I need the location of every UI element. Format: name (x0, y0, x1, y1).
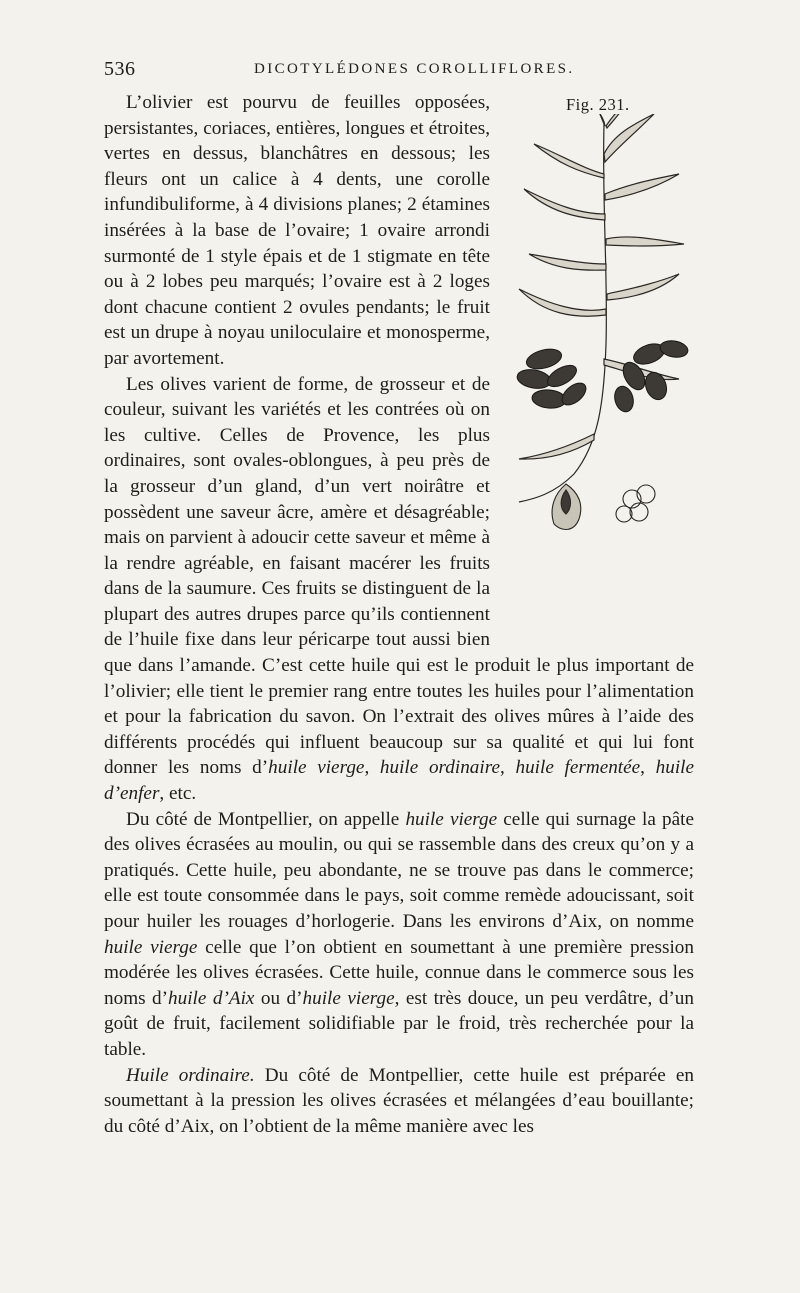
olive-branch-illustration (504, 114, 694, 534)
running-title: DICOTYLÉDONES COROLLIFLORES. (254, 61, 575, 77)
paragraph-3: Du côté de Montpellier, on appelle huile vierge celle qui surnage la pâte des olives écrasées au moulin, ou qui se rassemble dans des creux qu’on y a pratiqués. Cette huile, peu abondante, ne se trouve pas dans le commerce; elle est toute consommée dans le pays, soit comme remède adoucissant, soit pour huiler les rouages d’horlogerie. Dans les environs d’Aix, on nomme huile vierge celle que l’on obtient en soumettant à une première pression modérée les olives écrasées. Cette huile, connue dans le commerce sous les noms d’huile d’Aix ou d’huile vierge, est très douce, un peu verdâtre, d’un goût de fruit, facilement solidifiable par le froid, très recherchée pour la table. (104, 808, 694, 1060)
page-header (104, 58, 694, 84)
figure-caption: Fig. 231. (566, 95, 630, 114)
paragraph-4: Huile ordinaire. Du côté de Montpellier, cette huile est préparée en soumettant à la pression les olives écrasées et mélangées d’eau bouillante; du côté d’Aix, on l’obtient de la même manière avec les (104, 1064, 694, 1137)
body-text (104, 90, 694, 1139)
paragraph-1: L’olivier est pourvu de feuilles opposées, persistantes, coriaces, entières, longues et étroites, vertes en dessus, blanchâtres en dessous; les fleurs ont un calice à 4 dents, une corolle infundibuliforme, à 4 divisions planes; 2 étamines insérées à la base de l’ovaire; 1 ovaire arrondi surmonté de 1 style épais et de 1 stigmate en tête ou à 2 lobes peu marqués; l’ovaire est à 2 loges dont chacune contient 2 ovules pendants; le fruit est un drupe à noyau uniloculaire et monosperme, par avortement. (104, 92, 490, 369)
olive-branch-figure (504, 92, 694, 640)
page-number: 536 (104, 58, 136, 80)
paragraph-2: Les olives varient de forme, de grosseur et de couleur, suivant les variétés et les contrées où on les cultive. Celles de Provence, les plus ordinaires, sont ovales-oblongues, à peu près de la grosseur d’un gland, d’un vert noirâtre et possèdent une saveur âcre, amère et désagréable; mais on parvient à adoucir cette saveur et même à la rendre agréable, en faisant macérer les fruits dans de la saumure. Ces fruits se distinguent de la plupart des autres drupes parce qu’ils contiennent de l’huile fixe dans leur péricarpe tout aussi bien que dans l’amande. C’est cette huile qui est le produit le plus important de l’olivier; elle tient le premier rang entre toutes les huiles pour l’alimentation et pour la fabrication du savon. On l’extrait des olives mûres à l’aide des différents procédés qui influent beaucoup sur sa qualité et qui lui font donner les noms d’huile vierge, huile ordinaire, huile fermentée, huile d’enfer, etc. (104, 373, 695, 805)
